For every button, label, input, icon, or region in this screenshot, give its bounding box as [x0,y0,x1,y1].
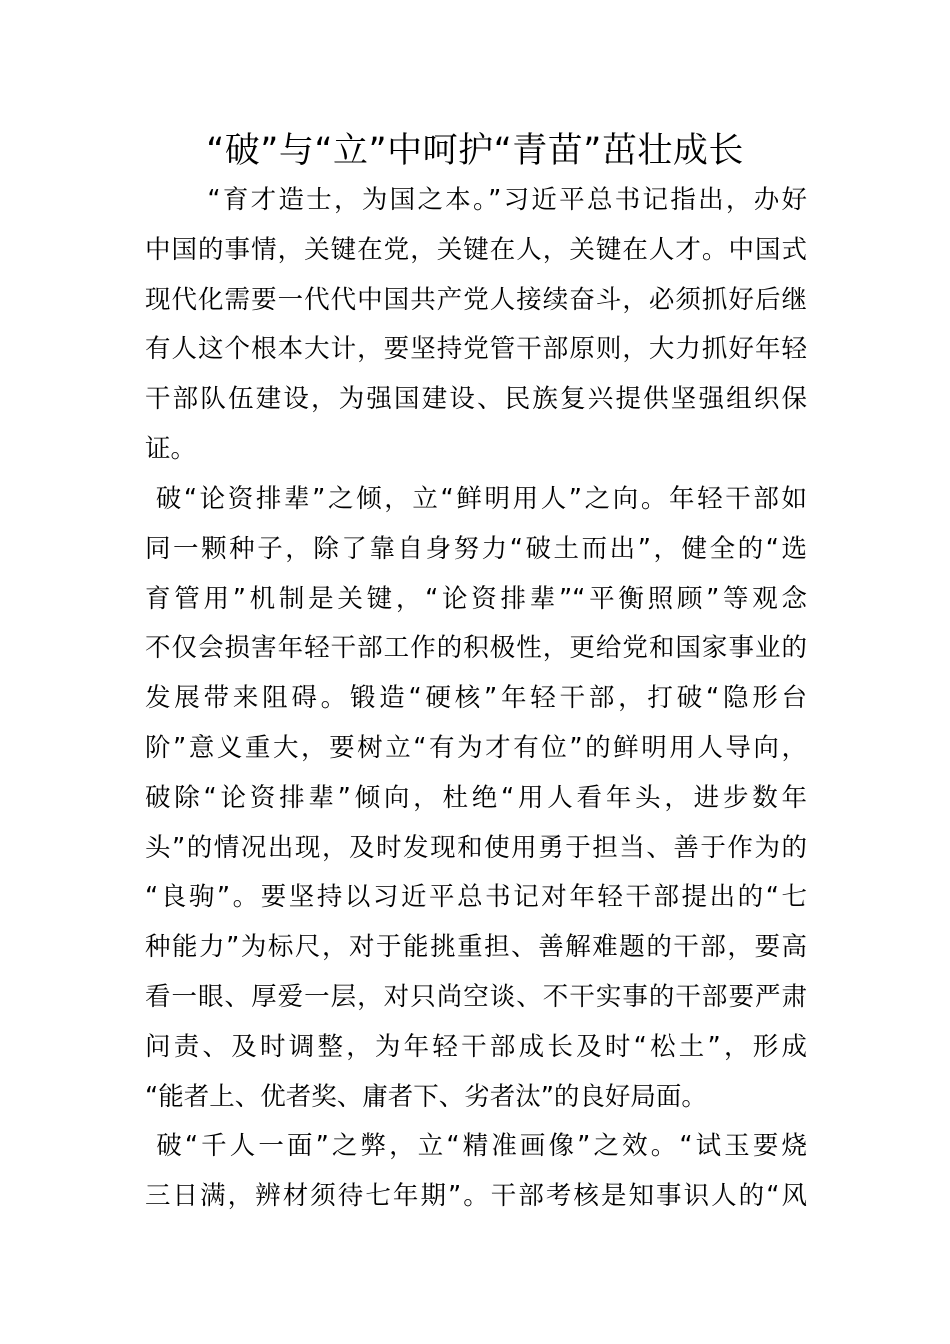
paragraph-line: 育管用”机制是关键，“论资排辈”“平衡照顾”等观念 [145,583,807,614]
paragraph-line: 有人这个根本大计，要坚持党管干部原则，大力抓好年轻 [145,334,807,365]
paragraph-evaluation [145,1122,807,1222]
paragraph-line: 干部队伍建设，为强国建设、民族复兴提供坚强组织保 [145,384,807,415]
paragraph-line: 发展带来阻碍。锻造“硬核”年轻干部，打破“隐形台 [145,683,807,714]
paragraph-line: 阶”意义重大，要树立“有为才有位”的鲜明用人导向， [145,732,807,763]
paragraph-line: 三日满，辨材须待七年期”。干部考核是知事识人的“风 [145,1180,807,1211]
paragraph-line: 破“千人一面”之弊，立“精准画像”之效。“试玉要烧 [145,1131,807,1161]
paragraph-line: 种能力”为标尺，对于能挑重担、善解难题的干部，要高 [145,932,807,963]
paragraph-line: 问责、及时调整，为年轻干部成长及时“松土”，形成 [145,1031,807,1062]
paragraph-line: 头”的情况出现，及时发现和使用勇于担当、善于作为的 [145,832,807,863]
paragraph-seniority [145,475,807,1122]
paragraph-line: 破除“论资排辈”倾向，杜绝“用人看年头，进步数年 [145,782,807,813]
document-title: “破”与“立”中呵护“青苗”茁壮成长 [206,131,744,171]
paragraph-line: “育才造士，为国之本。”习近平总书记指出，办好 [145,185,807,215]
paragraph-line: 中国的事情，关键在党，关键在人，关键在人才。中国式 [145,234,807,265]
paragraph-line: “能者上、优者奖、庸者下、劣者汰”的良好局面。 [145,1081,707,1112]
paragraph-line: “良驹”。要坚持以习近平总书记对年轻干部提出的“七 [145,882,807,913]
paragraph-line: 看一眼、厚爱一层，对只尚空谈、不干实事的干部要严肃 [145,981,807,1012]
paragraph-line: 破“论资排辈”之倾，立“鲜明用人”之向。年轻干部如 [145,484,807,514]
paragraph-line: 现代化需要一代代中国共产党人接续奋斗，必须抓好后继 [145,284,807,315]
paragraph-line: 同一颗种子，除了靠自身努力“破土而出”，健全的“选 [145,533,807,564]
paragraph-intro [145,176,807,475]
paragraph-line: 不仅会损害年轻干部工作的积极性，更给党和国家事业的 [145,633,807,664]
paragraph-line: 证。 [145,433,197,464]
